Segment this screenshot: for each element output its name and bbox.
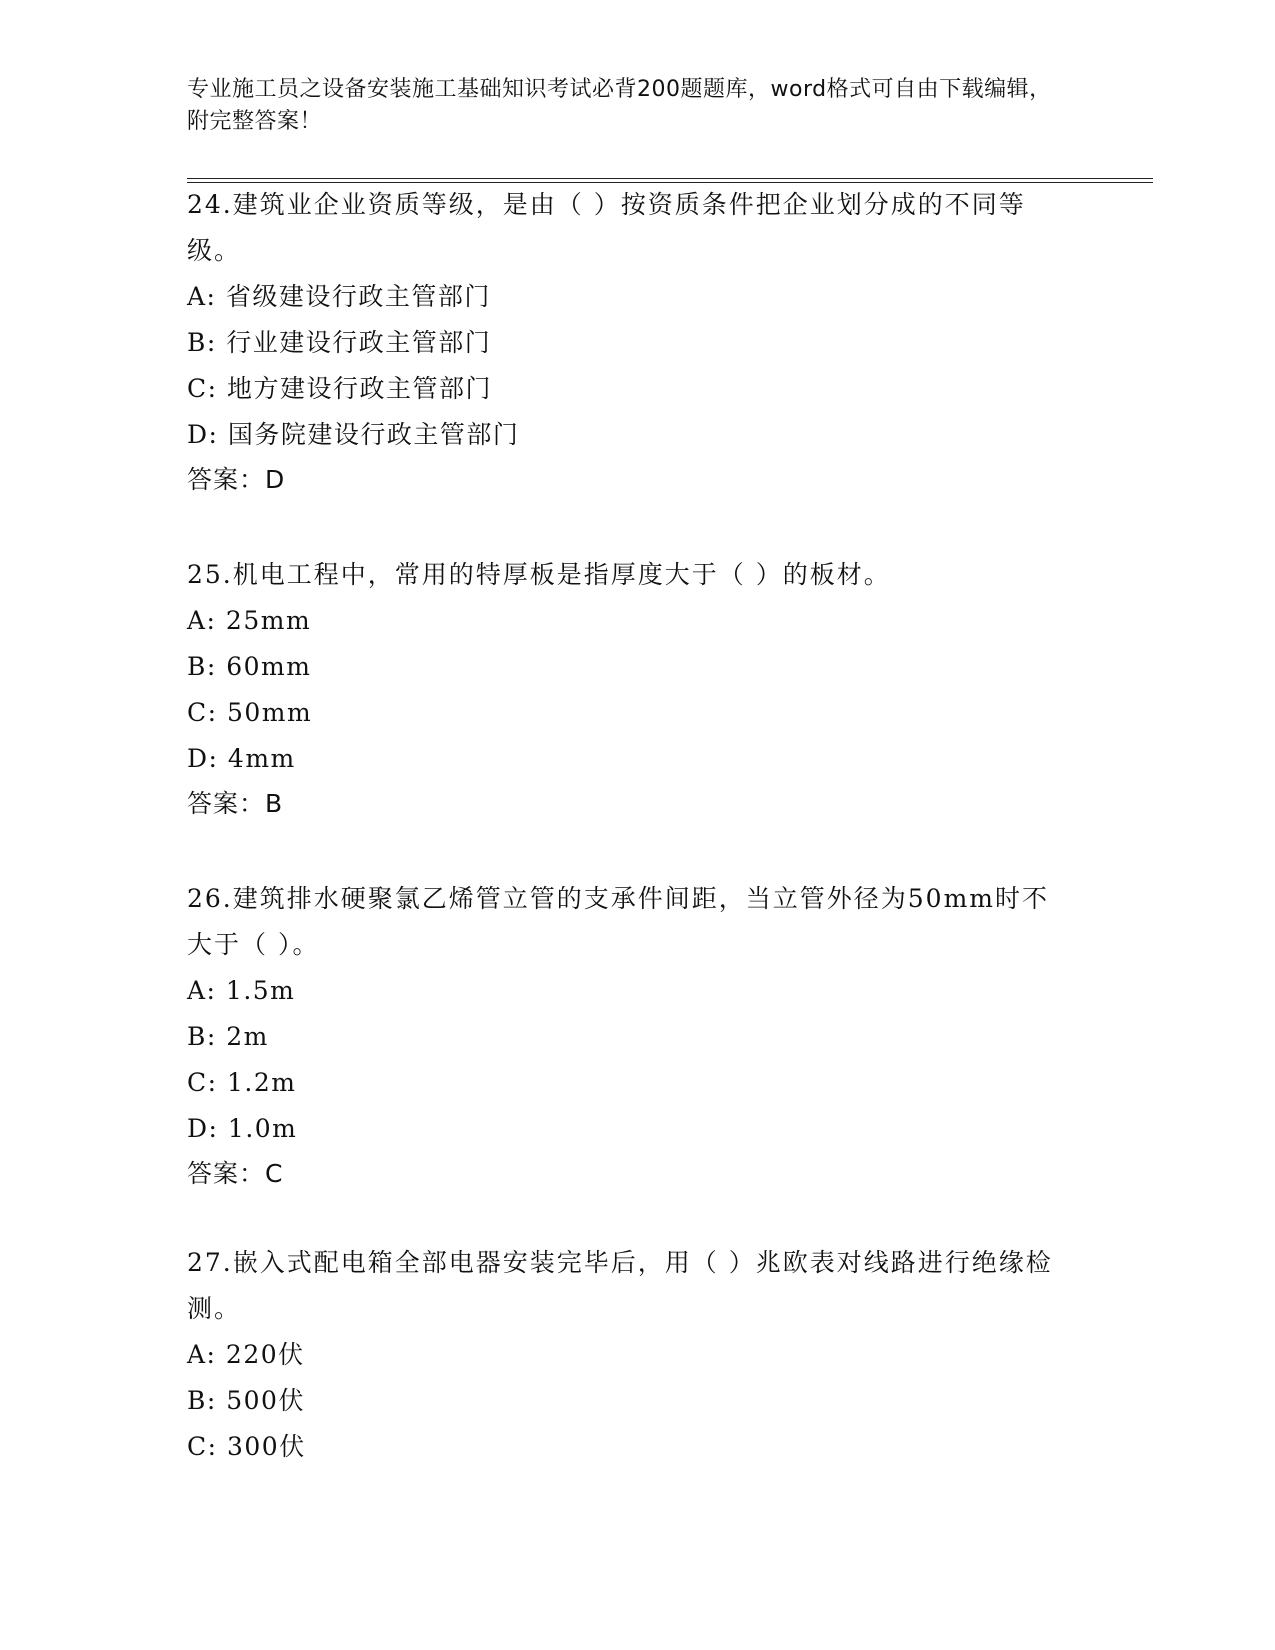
option-a: A: 1.5m (187, 976, 296, 1005)
answer: 答案：C (187, 1159, 284, 1188)
answer: 答案：B (187, 789, 284, 818)
question-24 (187, 182, 1067, 502)
question-26 (187, 876, 1067, 1196)
option-b: B: 2m (187, 1022, 269, 1051)
question-stem: 26.建筑排水硬聚氯乙烯管立管的支承件间距，当立管外径为50mm时不大于（ ）。 (187, 884, 1049, 959)
question-25 (187, 552, 1067, 826)
option-c: C: 300伏 (187, 1432, 306, 1461)
option-a: A: 省级建设行政主管部门 (187, 282, 491, 311)
document-header: 专业施工员之设备安装施工基础知识考试必背200题题库，word格式可自由下载编辑，附完整答案！ (187, 77, 1052, 134)
option-c: C: 1.2m (187, 1068, 297, 1097)
header-divider-top (187, 178, 1153, 179)
option-c: C: 50mm (187, 698, 313, 727)
option-a: A: 220伏 (187, 1340, 305, 1369)
answer: 答案：D (187, 465, 286, 494)
option-d: D: 4mm (187, 744, 296, 773)
option-b: B: 60mm (187, 652, 312, 681)
option-b: B: 行业建设行政主管部门 (187, 328, 492, 357)
option-d: D: 国务院建设行政主管部门 (187, 420, 520, 449)
option-b: B: 500伏 (187, 1386, 305, 1415)
question-stem: 25.机电工程中，常用的特厚板是指厚度大于（ ）的板材。 (187, 560, 891, 589)
option-c: C: 地方建设行政主管部门 (187, 374, 492, 403)
option-d: D: 1.0m (187, 1114, 298, 1143)
question-stem: 24.建筑业企业资质等级，是由（ ）按资质条件把企业划分成的不同等级。 (187, 190, 1026, 265)
question-stem: 27.嵌入式配电箱全部电器安装完毕后，用（ ）兆欧表对线路进行绝缘检测。 (187, 1248, 1053, 1323)
option-a: A: 25mm (187, 606, 312, 635)
question-27 (187, 1240, 1067, 1470)
